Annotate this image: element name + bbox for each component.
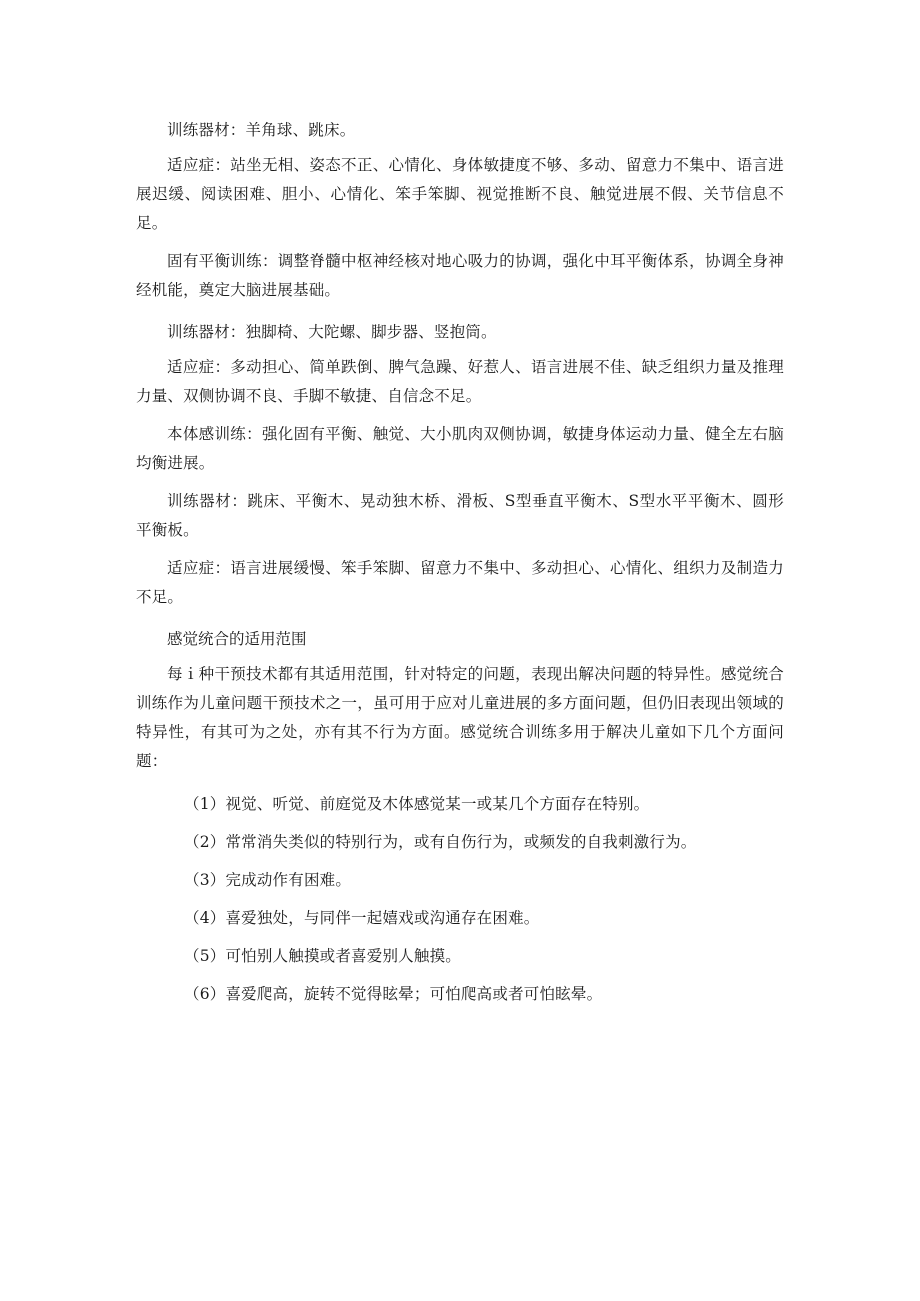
list-item: （4）喜爱独处，与同伴一起嬉戏或沟通存在困难。 bbox=[184, 909, 540, 927]
list-item: （3）完成动作有困难。 bbox=[184, 871, 352, 889]
paragraph-indications-3: 适应症：语言进展缓慢、笨手笨脚、留意力不集中、多动担心、心情化、组织力及制造力不足。 bbox=[136, 559, 784, 606]
list-item: （6）喜爱爬高，旋转不觉得眩晕；可怕爬高或者可怕眩晕。 bbox=[184, 985, 603, 1003]
list-item: （5）可怕别人触摸或者喜爱别人触摸。 bbox=[184, 947, 461, 965]
paragraph-equipment-1: 训练器材：羊角球、跳床。 bbox=[167, 121, 356, 139]
document-body bbox=[136, 112, 784, 1013]
paragraph-intro: 每ｉ种干预技术都有其适用范围，针对特定的问题，表现出解决问题的特异性。感觉统合训练作为儿童问题干预技术之一，虽可用于应对儿童进展的多方面问题，但仍旧表现出领域的特异性，有其可为之处，亦有其不行为方面。感觉统合训练多用于解决儿童如下几个方面问题： bbox=[136, 665, 784, 770]
list-item: （2）常常消失类似的特别行为，或有自伤行为，或频发的自我刺激行为。 bbox=[184, 833, 697, 851]
paragraph-balance-training: 固有平衡训练：调整脊髓中枢神经核对地心吸力的协调，强化中耳平衡体系，协调全身神经机能，奠定大脑进展基础。 bbox=[136, 252, 784, 299]
paragraph-indications-2: 适应症：多动担心、简单跌倒、脾气急躁、好惹人、语言进展不佳、缺乏组织力量及推理力量、双侧协调不良、手脚不敏捷、自信念不足。 bbox=[136, 358, 784, 405]
paragraph-proprioception-training: 本体感训练：强化固有平衡、触觉、大小肌肉双侧协调，敏捷身体运动力量、健全左右脑均衡进展。 bbox=[136, 425, 784, 472]
paragraph-indications-1: 适应症：站坐无相、姿态不正、心情化、身体敏捷度不够、多动、留意力不集中、语言进展迟缓、阅读困难、胆小、心情化、笨手笨脚、视觉推断不良、触觉进展不假、关节信息不足。 bbox=[136, 156, 784, 232]
list-item: （1）视觉、听觉、前庭觉及木体感觉某一或某几个方面存在特别。 bbox=[184, 795, 650, 813]
paragraph-equipment-3: 训练器材：跳床、平衡木、晃动独木桥、滑板、S型垂直平衡木、S型水平平衡木、圆形平衡板。 bbox=[136, 492, 784, 539]
section-heading: 感觉统合的适用范围 bbox=[167, 630, 307, 648]
paragraph-equipment-2: 训练器材：独脚椅、大陀螺、脚步器、竖抱筒。 bbox=[167, 323, 497, 341]
applicability-list bbox=[136, 785, 784, 1013]
